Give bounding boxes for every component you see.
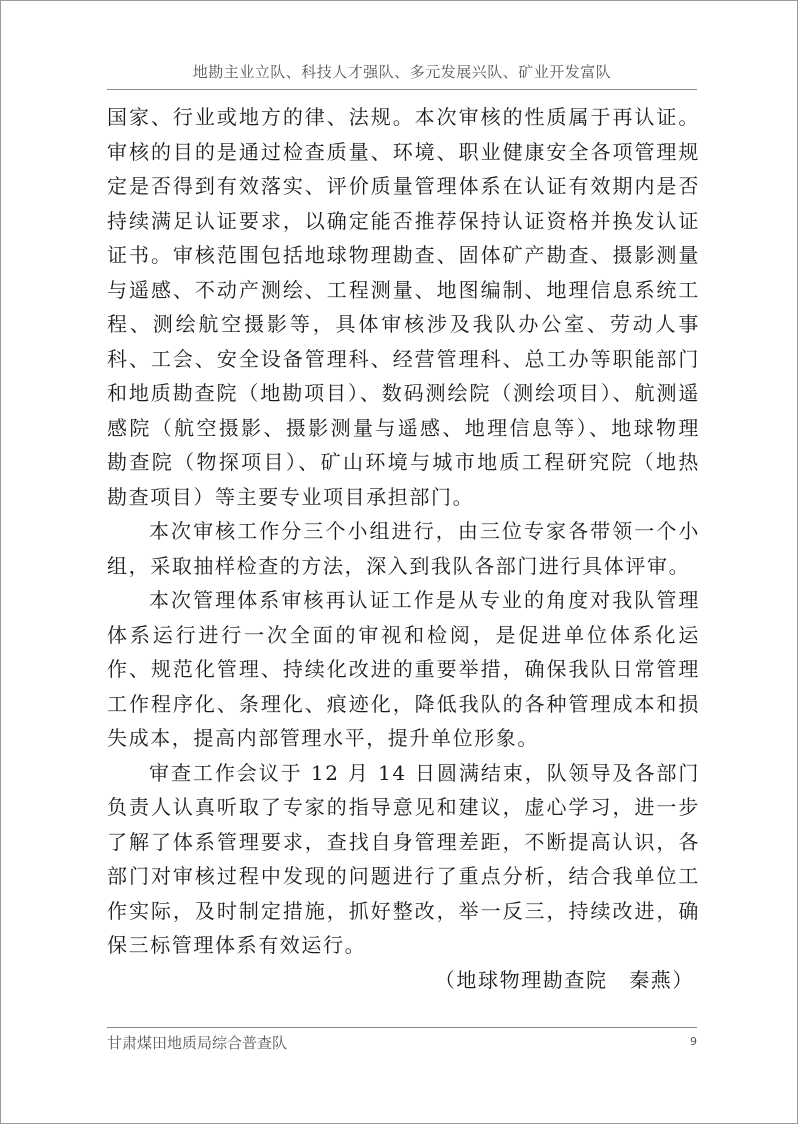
author-signature: （地球物理勘查院 秦燕）	[434, 967, 694, 992]
body-paragraph: 本次审核工作分三个小组进行，由三位专家各带领一个小组，采取抽样检查的方法，深入到我队各部门进行具体评审。	[107, 519, 700, 578]
body-paragraph: 审查工作会议于 12 月 14 日圆满结束，队领导及各部门负责人认真听取了专家的指导意见和建议，虚心学习，进一步了解了体系管理要求，查找自身管理差距，不断提高认识，各部门对审核过程中发现的问题进行了重点分析，结合我单位工作实际，及时制定措施，抓好整改，举一反三，持续改进，确保三标管理体系有效运行。	[107, 760, 700, 957]
footer-organization: 甘肃煤田地质局综合普查队	[107, 1034, 288, 1052]
page-number: 9	[690, 1035, 697, 1048]
header-divider	[107, 89, 697, 90]
footer-divider	[107, 1027, 697, 1028]
page-header-slogan: 地勘主业立队、科技人才强队、多元发展兴队、矿业开发富队	[192, 63, 612, 81]
body-paragraph: 国家、行业或地方的律、法规。本次审核的性质属于再认证。审核的目的是通过检查质量、环境、职业健康安全各项管理规定是否得到有效落实、评价质量管理体系在认证有效期内是否持续满足认证要求，以确定能否推荐保持认证资格并换发认证证书。审核范围包括地球物理勘查、固体矿产勘查、摄影测量与遥感、不动产测绘、工程测量、地图编制、地理信息系统工程、测绘航空摄影等，具体审核涉及我队办公室、劳动人事科、工会、安全设备管理科、经营管理科、总工办等职能部门和地质勘查院（地勘项目）、数码测绘院（测绘项目）、航测遥感院（航空摄影、摄影测量与遥感、地理信息等）、地球物理勘查院（物探项目）、矿山环境与城市地质工程研究院（地热勘查项目）等主要专业项目承担部门。	[107, 105, 700, 509]
article-body	[107, 100, 700, 997]
body-paragraph: 本次管理体系审核再认证工作是从专业的角度对我队管理体系运行进行一次全面的审视和检阅，是促进单位体系化运作、规范化管理、持续化改进的重要举措，确保我队日常管理工作程序化、条理化、痕迹化，降低我队的各种管理成本和损失成本，提高内部管理水平，提升单位形象。	[107, 588, 700, 750]
